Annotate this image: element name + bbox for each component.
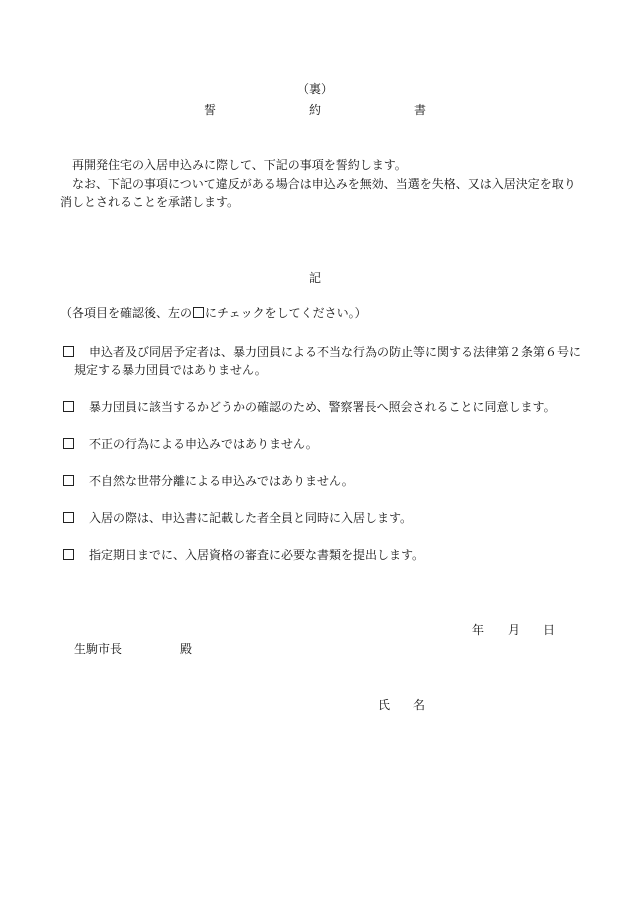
signature-label-shi: 氏 xyxy=(378,698,391,712)
checkbox[interactable] xyxy=(63,512,74,523)
document-title-char-1: 誓 xyxy=(204,103,217,117)
intro-line-2b: 消しとされることを承諾します。 xyxy=(60,195,240,209)
pledge-item-text: 指定期日までに、入居資格の審査に必要な書類を提出します。 xyxy=(89,548,425,562)
checkbox[interactable] xyxy=(63,438,74,449)
pledge-item-4 xyxy=(60,472,354,490)
instruction-before: （各項目を確認後、左の xyxy=(60,306,193,320)
intro-line-2a: なお、下記の事項について違反がある場合は申込みを無効、当選を失格、又は入居決定を取り xyxy=(72,177,576,191)
date-month-label: 月 xyxy=(508,623,521,637)
ki-heading: 記 xyxy=(308,271,321,285)
checkbox[interactable] xyxy=(63,346,74,357)
checkbox[interactable] xyxy=(63,401,74,412)
intro-line-1: 再開発住宅の入居申込みに際して、下記の事項を誓約します。 xyxy=(72,158,407,172)
date-year-label: 年 xyxy=(472,623,485,637)
pledge-item-text: 不正の行為による申込みではありません。 xyxy=(89,437,318,451)
checkbox[interactable] xyxy=(63,475,74,486)
instruction-after: にチェックをしてください。） xyxy=(205,306,367,320)
pledge-item-1 xyxy=(60,343,581,361)
instruction-text xyxy=(60,304,367,322)
instruction-checkbox-icon xyxy=(193,307,204,318)
page-side-label: （裏） xyxy=(296,82,333,96)
signature-label-mei: 名 xyxy=(413,698,426,712)
addressee-honorific: 殿 xyxy=(180,642,193,656)
pledge-item-3 xyxy=(60,435,318,453)
checkbox[interactable] xyxy=(63,549,74,560)
document-title-char-2: 約 xyxy=(309,103,322,117)
date-day-label: 日 xyxy=(543,623,556,637)
pledge-item-6 xyxy=(60,546,424,564)
pledge-item-text: 不自然な世帯分離による申込みではありません。 xyxy=(89,474,354,488)
addressee-mayor: 生駒市長 xyxy=(74,642,123,656)
pledge-item-5 xyxy=(60,509,412,527)
pledge-item-1-continuation: 規定する暴力団員ではありません。 xyxy=(74,363,267,377)
document-title-char-3: 書 xyxy=(414,103,427,117)
pledge-item-text: 暴力団員に該当するかどうかの確認のため、警察署長へ照会されることに同意します。 xyxy=(89,400,556,414)
pledge-item-text: 入居の際は、申込書に記載した者全員と同時に入居します。 xyxy=(89,511,413,525)
pledge-item-2 xyxy=(60,398,556,416)
pledge-item-text: 申込者及び同居予定者は、暴力団員による不当な行為の防止等に関する法律第２条第６号に xyxy=(89,345,582,359)
